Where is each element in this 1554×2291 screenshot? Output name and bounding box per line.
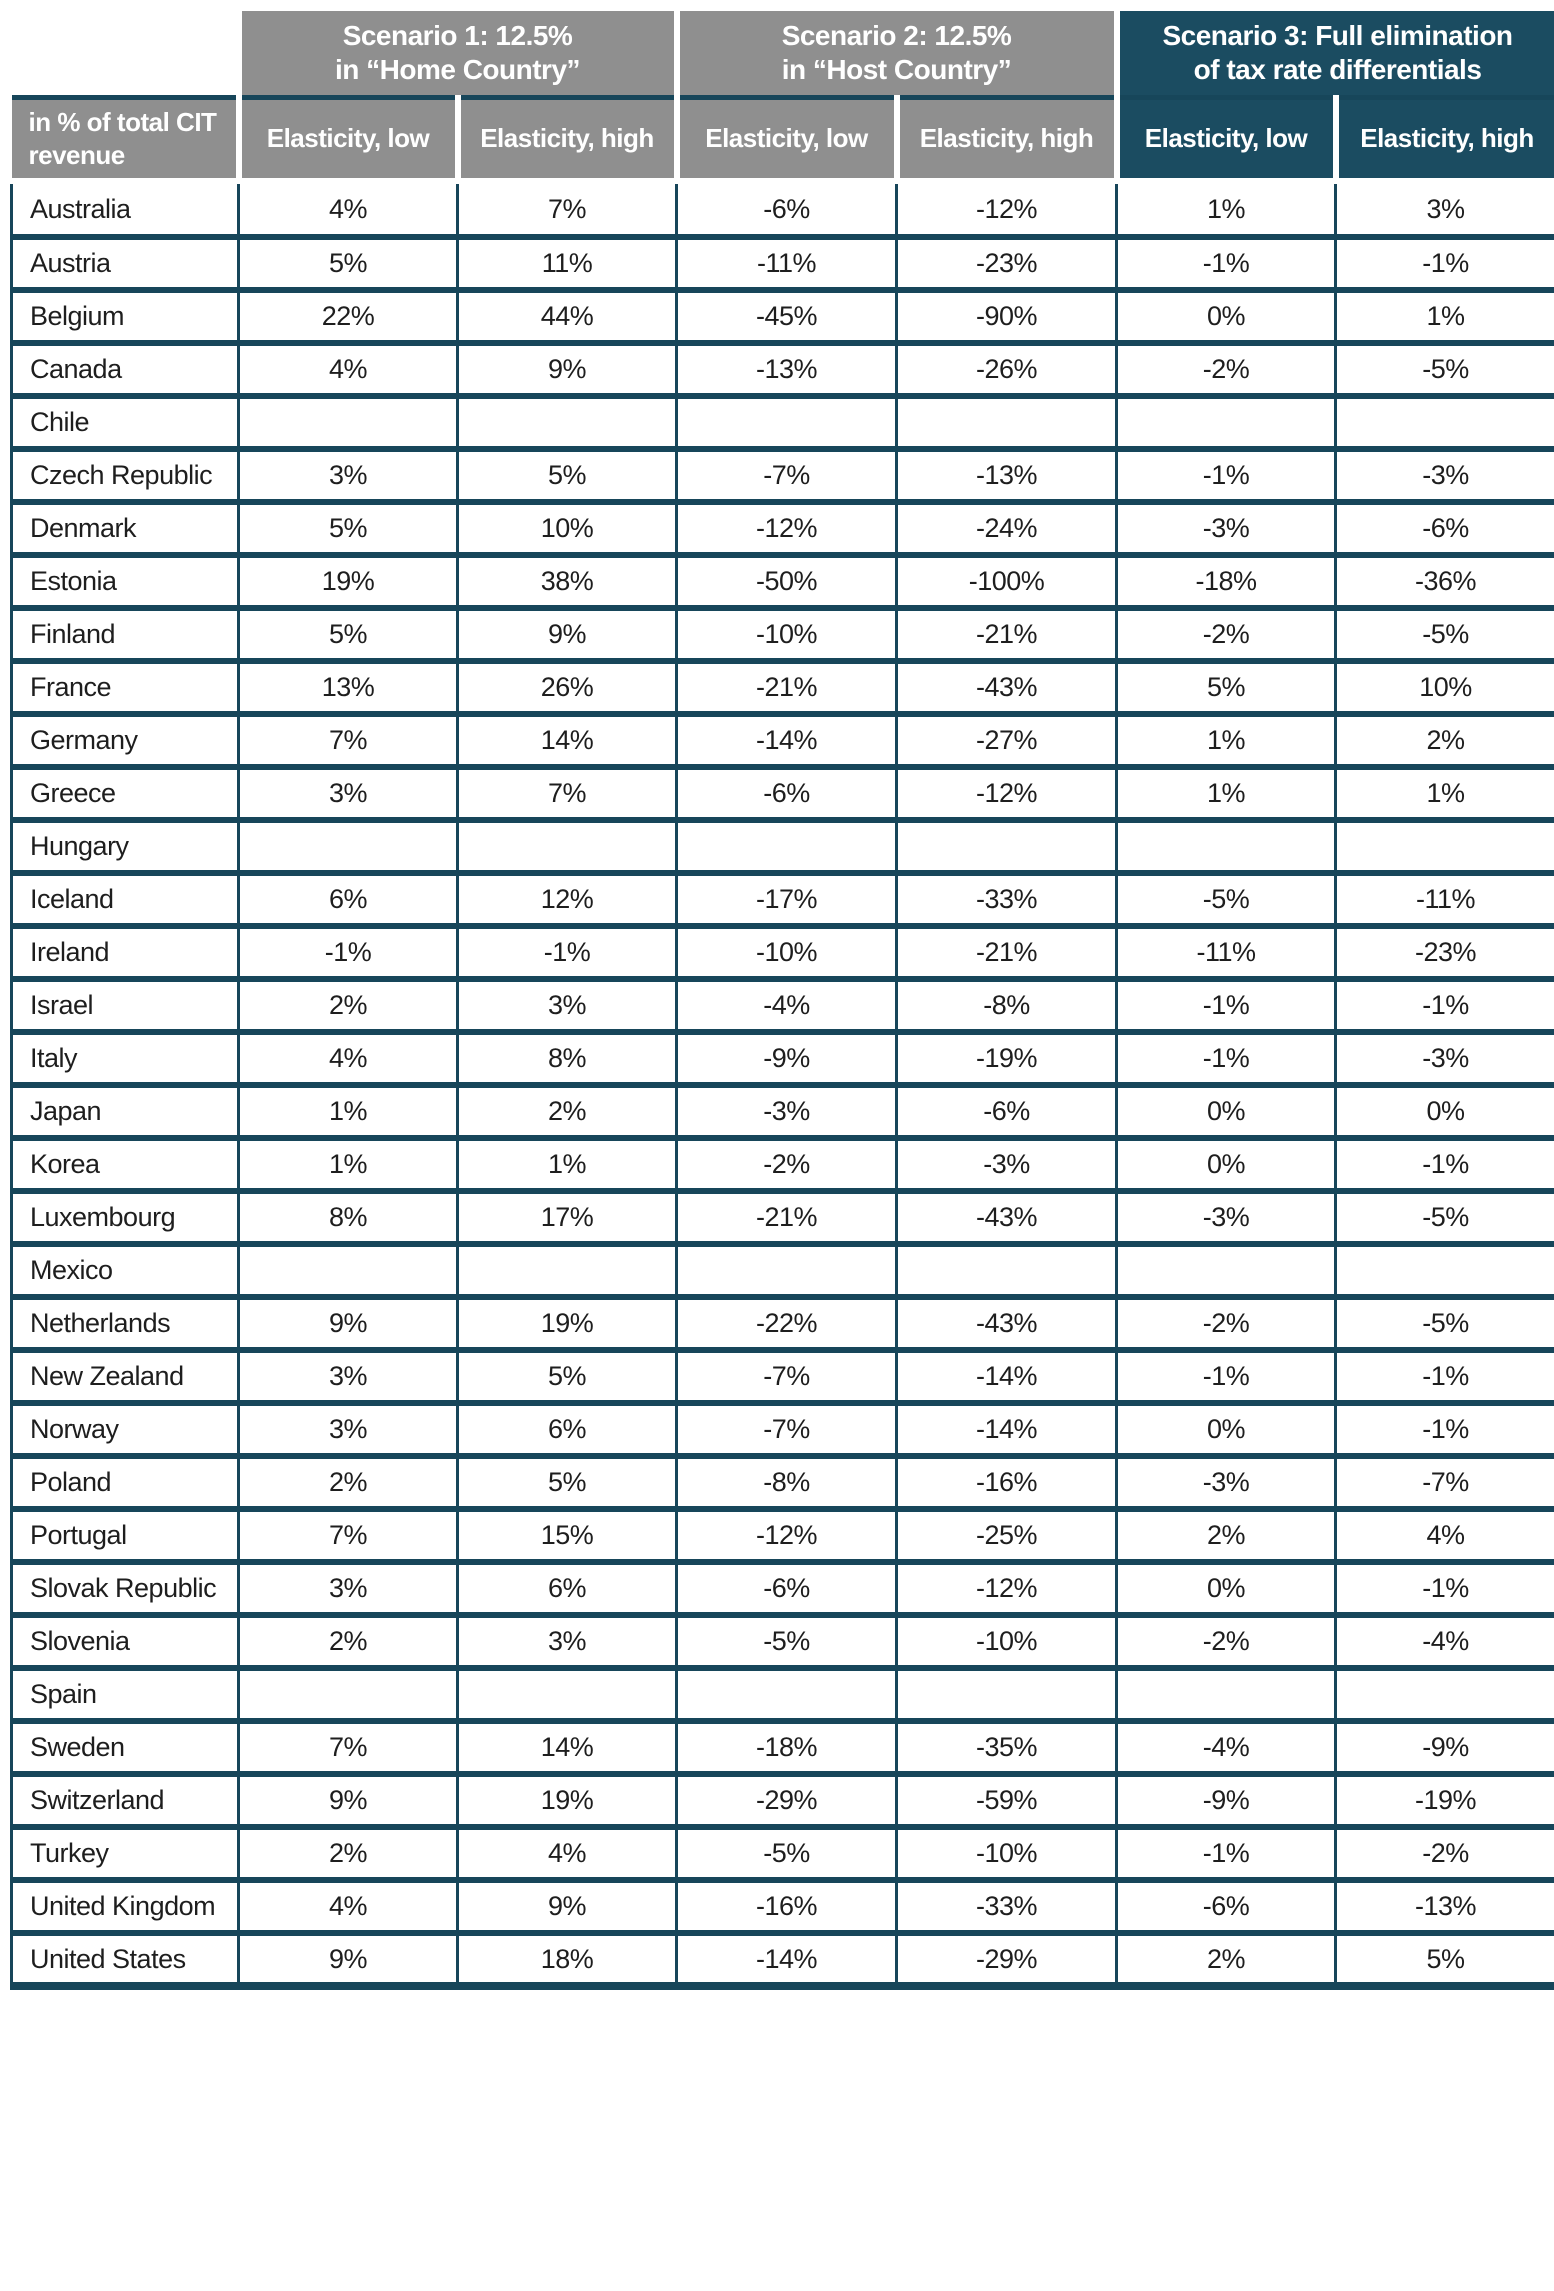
value-cell: [239, 1668, 458, 1721]
table-row: [12, 1562, 1554, 1615]
value-cell: [1336, 1244, 1554, 1297]
elasticity-header-row: [12, 97, 1554, 178]
value-cell: [897, 820, 1117, 873]
country-cell: Switzerland: [12, 1774, 239, 1827]
value-cell: 5%: [458, 449, 677, 502]
table-row: [12, 926, 1554, 979]
value-cell: 19%: [458, 1774, 677, 1827]
country-cell: Turkey: [12, 1827, 239, 1880]
value-cell: 5%: [458, 1456, 677, 1509]
value-cell: -2%: [1117, 1297, 1336, 1350]
value-cell: 2%: [239, 1615, 458, 1668]
value-cell: 6%: [239, 873, 458, 926]
elasticity-low-header-s1: Elasticity, low: [239, 97, 458, 178]
table-row: [12, 290, 1554, 343]
value-cell: -3%: [1336, 449, 1554, 502]
table-row: [12, 661, 1554, 714]
value-cell: 2%: [1117, 1933, 1336, 1986]
value-cell: [1117, 1668, 1336, 1721]
country-cell: Luxembourg: [12, 1191, 239, 1244]
country-cell: Italy: [12, 1032, 239, 1085]
value-cell: 8%: [239, 1191, 458, 1244]
table-body: [12, 178, 1554, 1986]
value-cell: 2%: [458, 1085, 677, 1138]
value-cell: -11%: [677, 237, 897, 290]
row-label-header: in % of total CIT revenue: [12, 97, 239, 178]
value-cell: -6%: [677, 184, 897, 237]
value-cell: [1117, 1244, 1336, 1297]
value-cell: -19%: [1336, 1774, 1554, 1827]
value-cell: 3%: [239, 1403, 458, 1456]
country-cell: Korea: [12, 1138, 239, 1191]
value-cell: 3%: [458, 979, 677, 1032]
country-cell: Norway: [12, 1403, 239, 1456]
value-cell: -6%: [677, 1562, 897, 1615]
value-cell: 9%: [458, 1880, 677, 1933]
value-cell: -21%: [897, 608, 1117, 661]
value-cell: 5%: [239, 237, 458, 290]
value-cell: -9%: [1117, 1774, 1336, 1827]
value-cell: -14%: [677, 714, 897, 767]
value-cell: [897, 1244, 1117, 1297]
value-cell: -8%: [677, 1456, 897, 1509]
value-cell: -16%: [677, 1880, 897, 1933]
value-cell: -1%: [1336, 979, 1554, 1032]
table-row: [12, 396, 1554, 449]
value-cell: -2%: [1117, 1615, 1336, 1668]
country-cell: United Kingdom: [12, 1880, 239, 1933]
value-cell: -1%: [1117, 1032, 1336, 1085]
table-row: [12, 767, 1554, 820]
value-cell: -6%: [897, 1085, 1117, 1138]
value-cell: -24%: [897, 502, 1117, 555]
value-cell: [239, 820, 458, 873]
value-cell: -12%: [677, 1509, 897, 1562]
value-cell: -43%: [897, 1297, 1117, 1350]
table-row: [12, 608, 1554, 661]
value-cell: -8%: [897, 979, 1117, 1032]
value-cell: 3%: [239, 767, 458, 820]
table-row: [12, 1774, 1554, 1827]
value-cell: -3%: [677, 1085, 897, 1138]
table-row: [12, 502, 1554, 555]
value-cell: 0%: [1117, 290, 1336, 343]
value-cell: -1%: [1336, 1562, 1554, 1615]
country-cell: Czech Republic: [12, 449, 239, 502]
country-cell: Finland: [12, 608, 239, 661]
value-cell: -35%: [897, 1721, 1117, 1774]
value-cell: 2%: [239, 1827, 458, 1880]
value-cell: 9%: [239, 1774, 458, 1827]
value-cell: 6%: [458, 1403, 677, 1456]
value-cell: 4%: [239, 1032, 458, 1085]
value-cell: [677, 1668, 897, 1721]
country-cell: Poland: [12, 1456, 239, 1509]
value-cell: 5%: [239, 608, 458, 661]
value-cell: -45%: [677, 290, 897, 343]
value-cell: -5%: [1336, 1297, 1554, 1350]
value-cell: -18%: [1117, 555, 1336, 608]
value-cell: -13%: [677, 343, 897, 396]
elasticity-high-header-s3: Elasticity, high: [1336, 97, 1554, 178]
value-cell: -5%: [1117, 873, 1336, 926]
table-row: [12, 820, 1554, 873]
elasticity-high-header-s2: Elasticity, high: [897, 97, 1117, 178]
value-cell: 5%: [458, 1350, 677, 1403]
value-cell: -43%: [897, 1191, 1117, 1244]
value-cell: 5%: [239, 502, 458, 555]
country-cell: Australia: [12, 184, 239, 237]
value-cell: 2%: [239, 1456, 458, 1509]
scenario-3-header: Scenario 3: Full elimination of tax rate differentials: [1117, 11, 1554, 97]
country-cell: Spain: [12, 1668, 239, 1721]
value-cell: 7%: [458, 184, 677, 237]
value-cell: [677, 396, 897, 449]
value-cell: 5%: [1336, 1933, 1554, 1986]
value-cell: -100%: [897, 555, 1117, 608]
country-cell: Hungary: [12, 820, 239, 873]
value-cell: 7%: [458, 767, 677, 820]
value-cell: -14%: [677, 1933, 897, 1986]
value-cell: -12%: [897, 1562, 1117, 1615]
value-cell: -12%: [677, 502, 897, 555]
table-row: [12, 1032, 1554, 1085]
value-cell: -21%: [677, 1191, 897, 1244]
country-cell: Ireland: [12, 926, 239, 979]
value-cell: 12%: [458, 873, 677, 926]
value-cell: -3%: [1336, 1032, 1554, 1085]
value-cell: -29%: [897, 1933, 1117, 1986]
value-cell: 2%: [1117, 1509, 1336, 1562]
country-cell: Belgium: [12, 290, 239, 343]
value-cell: -12%: [897, 184, 1117, 237]
table-row: [12, 1191, 1554, 1244]
value-cell: 17%: [458, 1191, 677, 1244]
value-cell: [1117, 820, 1336, 873]
value-cell: -7%: [677, 1403, 897, 1456]
value-cell: [239, 1244, 458, 1297]
value-cell: 26%: [458, 661, 677, 714]
value-cell: [458, 1668, 677, 1721]
country-cell: France: [12, 661, 239, 714]
table-row: [12, 979, 1554, 1032]
value-cell: -14%: [897, 1403, 1117, 1456]
value-cell: 3%: [1336, 184, 1554, 237]
value-cell: -23%: [1336, 926, 1554, 979]
value-cell: 0%: [1117, 1085, 1336, 1138]
value-cell: -11%: [1117, 926, 1336, 979]
value-cell: [458, 396, 677, 449]
value-cell: 2%: [1336, 714, 1554, 767]
value-cell: -1%: [1336, 1403, 1554, 1456]
value-cell: 10%: [1336, 661, 1554, 714]
value-cell: [897, 396, 1117, 449]
value-cell: -4%: [1336, 1615, 1554, 1668]
value-cell: -10%: [677, 926, 897, 979]
value-cell: 4%: [1336, 1509, 1554, 1562]
value-cell: -1%: [1117, 1350, 1336, 1403]
value-cell: 5%: [1117, 661, 1336, 714]
country-cell: Israel: [12, 979, 239, 1032]
value-cell: 4%: [239, 343, 458, 396]
value-cell: -1%: [1117, 237, 1336, 290]
country-cell: Iceland: [12, 873, 239, 926]
value-cell: -2%: [677, 1138, 897, 1191]
elasticity-low-header-s2: Elasticity, low: [677, 97, 897, 178]
value-cell: -3%: [1117, 1191, 1336, 1244]
value-cell: -1%: [458, 926, 677, 979]
country-cell: New Zealand: [12, 1350, 239, 1403]
value-cell: 38%: [458, 555, 677, 608]
value-cell: -2%: [1336, 1827, 1554, 1880]
table-row: [12, 184, 1554, 237]
value-cell: -13%: [897, 449, 1117, 502]
value-cell: -13%: [1336, 1880, 1554, 1933]
value-cell: -10%: [897, 1827, 1117, 1880]
value-cell: -1%: [1336, 1138, 1554, 1191]
value-cell: 1%: [1336, 767, 1554, 820]
value-cell: -21%: [897, 926, 1117, 979]
table-row: [12, 1615, 1554, 1668]
scenario-header-row: [12, 11, 1554, 97]
value-cell: -90%: [897, 290, 1117, 343]
table-row: [12, 1297, 1554, 1350]
value-cell: -27%: [897, 714, 1117, 767]
value-cell: 3%: [239, 449, 458, 502]
value-cell: -16%: [897, 1456, 1117, 1509]
country-cell: Japan: [12, 1085, 239, 1138]
value-cell: [239, 396, 458, 449]
value-cell: [1336, 820, 1554, 873]
country-cell: Canada: [12, 343, 239, 396]
value-cell: 0%: [1117, 1138, 1336, 1191]
value-cell: -2%: [1117, 343, 1336, 396]
value-cell: 1%: [239, 1085, 458, 1138]
elasticity-low-header-s3: Elasticity, low: [1117, 97, 1336, 178]
value-cell: 7%: [239, 1721, 458, 1774]
value-cell: 1%: [1117, 184, 1336, 237]
table-row: [12, 1244, 1554, 1297]
value-cell: -43%: [897, 661, 1117, 714]
value-cell: -36%: [1336, 555, 1554, 608]
value-cell: 3%: [239, 1350, 458, 1403]
scenario-2-header: Scenario 2: 12.5% in “Host Country”: [677, 11, 1117, 97]
value-cell: -29%: [677, 1774, 897, 1827]
value-cell: -5%: [677, 1615, 897, 1668]
value-cell: -4%: [1117, 1721, 1336, 1774]
value-cell: -9%: [677, 1032, 897, 1085]
value-cell: 11%: [458, 237, 677, 290]
value-cell: -11%: [1336, 873, 1554, 926]
value-cell: -5%: [1336, 343, 1554, 396]
country-cell: Slovak Republic: [12, 1562, 239, 1615]
country-cell: Mexico: [12, 1244, 239, 1297]
country-cell: Chile: [12, 396, 239, 449]
value-cell: -7%: [677, 449, 897, 502]
value-cell: 9%: [239, 1297, 458, 1350]
table-row: [12, 1827, 1554, 1880]
country-cell: Germany: [12, 714, 239, 767]
table-row: [12, 1350, 1554, 1403]
value-cell: 44%: [458, 290, 677, 343]
value-cell: 18%: [458, 1933, 677, 1986]
value-cell: -1%: [1117, 449, 1336, 502]
value-cell: [897, 1668, 1117, 1721]
value-cell: -5%: [677, 1827, 897, 1880]
elasticity-high-header-s1: Elasticity, high: [458, 97, 677, 178]
value-cell: -10%: [897, 1615, 1117, 1668]
value-cell: -14%: [897, 1350, 1117, 1403]
value-cell: 3%: [458, 1615, 677, 1668]
value-cell: 14%: [458, 1721, 677, 1774]
value-cell: 9%: [458, 608, 677, 661]
value-cell: -3%: [897, 1138, 1117, 1191]
value-cell: 4%: [239, 1880, 458, 1933]
value-cell: -6%: [677, 767, 897, 820]
value-cell: 0%: [1117, 1403, 1336, 1456]
value-cell: -19%: [897, 1032, 1117, 1085]
value-cell: 19%: [239, 555, 458, 608]
value-cell: -7%: [677, 1350, 897, 1403]
value-cell: [1336, 396, 1554, 449]
table-row: [12, 1403, 1554, 1456]
value-cell: 4%: [239, 184, 458, 237]
table-row: [12, 1085, 1554, 1138]
value-cell: -5%: [1336, 1191, 1554, 1244]
value-cell: -1%: [1336, 237, 1554, 290]
value-cell: -23%: [897, 237, 1117, 290]
value-cell: 7%: [239, 1509, 458, 1562]
value-cell: 10%: [458, 502, 677, 555]
table-row: [12, 343, 1554, 396]
country-cell: Portugal: [12, 1509, 239, 1562]
scenario-1-header: Scenario 1: 12.5% in “Home Country”: [239, 11, 677, 97]
value-cell: [1336, 1668, 1554, 1721]
table-row: [12, 555, 1554, 608]
value-cell: [677, 820, 897, 873]
value-cell: [458, 1244, 677, 1297]
value-cell: 0%: [1336, 1085, 1554, 1138]
value-cell: -1%: [1336, 1350, 1554, 1403]
value-cell: -3%: [1117, 1456, 1336, 1509]
value-cell: -1%: [1117, 1827, 1336, 1880]
corner-cell: [12, 11, 239, 97]
value-cell: 1%: [239, 1138, 458, 1191]
value-cell: [1117, 396, 1336, 449]
value-cell: -3%: [1117, 502, 1336, 555]
value-cell: -17%: [677, 873, 897, 926]
table-row: [12, 714, 1554, 767]
value-cell: 2%: [239, 979, 458, 1032]
value-cell: 22%: [239, 290, 458, 343]
value-cell: -10%: [677, 608, 897, 661]
value-cell: -6%: [1336, 502, 1554, 555]
table-row: [12, 449, 1554, 502]
value-cell: -25%: [897, 1509, 1117, 1562]
country-cell: Denmark: [12, 502, 239, 555]
table-header: [12, 11, 1554, 178]
value-cell: -4%: [677, 979, 897, 1032]
value-cell: 19%: [458, 1297, 677, 1350]
table-row: [12, 1933, 1554, 1986]
value-cell: 4%: [458, 1827, 677, 1880]
value-cell: -5%: [1336, 608, 1554, 661]
value-cell: -2%: [1117, 608, 1336, 661]
value-cell: -33%: [897, 1880, 1117, 1933]
value-cell: -50%: [677, 555, 897, 608]
value-cell: -26%: [897, 343, 1117, 396]
value-cell: 6%: [458, 1562, 677, 1615]
value-cell: 9%: [239, 1933, 458, 1986]
cit-revenue-table: [10, 11, 1554, 1990]
country-cell: Netherlands: [12, 1297, 239, 1350]
table-row: [12, 1721, 1554, 1774]
country-cell: Greece: [12, 767, 239, 820]
value-cell: -7%: [1336, 1456, 1554, 1509]
value-cell: -9%: [1336, 1721, 1554, 1774]
table-row: [12, 1509, 1554, 1562]
value-cell: 7%: [239, 714, 458, 767]
country-cell: United States: [12, 1933, 239, 1986]
value-cell: 3%: [239, 1562, 458, 1615]
country-cell: Austria: [12, 237, 239, 290]
country-cell: Estonia: [12, 555, 239, 608]
value-cell: -6%: [1117, 1880, 1336, 1933]
value-cell: 1%: [458, 1138, 677, 1191]
value-cell: 1%: [1117, 714, 1336, 767]
country-cell: Slovenia: [12, 1615, 239, 1668]
value-cell: -33%: [897, 873, 1117, 926]
value-cell: -12%: [897, 767, 1117, 820]
value-cell: [677, 1244, 897, 1297]
value-cell: [458, 820, 677, 873]
value-cell: -18%: [677, 1721, 897, 1774]
value-cell: 0%: [1117, 1562, 1336, 1615]
value-cell: 15%: [458, 1509, 677, 1562]
value-cell: 8%: [458, 1032, 677, 1085]
table-row: [12, 1668, 1554, 1721]
table-row: [12, 1138, 1554, 1191]
value-cell: -21%: [677, 661, 897, 714]
value-cell: 13%: [239, 661, 458, 714]
value-cell: 1%: [1336, 290, 1554, 343]
value-cell: 1%: [1117, 767, 1336, 820]
table-row: [12, 1880, 1554, 1933]
value-cell: 9%: [458, 343, 677, 396]
value-cell: -59%: [897, 1774, 1117, 1827]
value-cell: 14%: [458, 714, 677, 767]
value-cell: -1%: [239, 926, 458, 979]
value-cell: -22%: [677, 1297, 897, 1350]
table-row: [12, 237, 1554, 290]
country-cell: Sweden: [12, 1721, 239, 1774]
table-row: [12, 1456, 1554, 1509]
table-row: [12, 873, 1554, 926]
value-cell: -1%: [1117, 979, 1336, 1032]
